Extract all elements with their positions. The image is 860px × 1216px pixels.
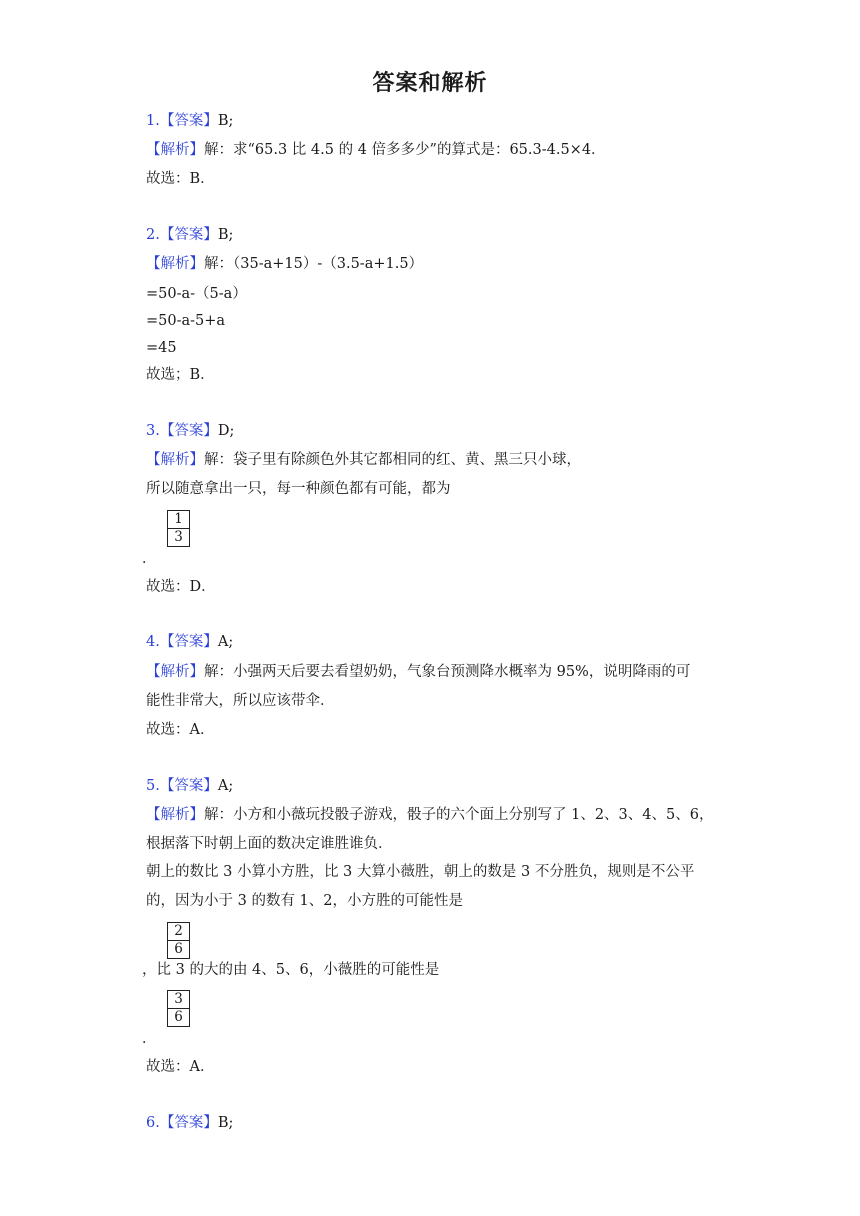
- q4-analysis-text-2: 能性非常大，所以应该带伞．: [146, 693, 335, 709]
- q2-conclusion: 故选；B．: [146, 367, 215, 383]
- analysis-label: 【解析】: [146, 142, 204, 158]
- fraction-numerator: 3: [168, 991, 189, 1009]
- q5-analysis-text-3: 朝上的数比 3 小算小方胜，比 3 大算小薇胜，朝上的数是 3 不分胜负，规则是不公平: [146, 864, 695, 880]
- q5-analysis-text-2: 根据落下时朝上面的数决定谁胜谁负．: [146, 836, 393, 852]
- fraction-numerator: 1: [168, 511, 189, 529]
- fraction-denominator: 6: [174, 941, 183, 957]
- q5-fraction-2: [167, 990, 190, 1027]
- analysis-label: 【解析】: [146, 452, 204, 468]
- fraction-denominator: 6: [174, 1009, 183, 1025]
- q1-number: 1.: [146, 113, 160, 129]
- q6-answer-line: [146, 1113, 233, 1133]
- q5-analysis-text: 解：小方和小薇玩投骰子游戏，骰子的六个面上分别写了 1、2、3、4、5、6，: [204, 807, 714, 823]
- q4-analysis-text: 解：小强两天后要去看望奶奶，气象台预测降水概率为 95%，说明降雨的可: [204, 664, 691, 680]
- q5-number: 5.: [146, 778, 160, 794]
- q5-analysis-text-5: ，比 3 的大的由 4、5、6，小薇胜的可能性是: [142, 962, 440, 978]
- q2-analysis-line: [146, 254, 423, 274]
- q3-number: 3.: [146, 423, 160, 439]
- answer-label: 【答案】: [159, 227, 218, 243]
- q1-conclusion: 故选：B．: [146, 171, 215, 187]
- q2-answer-line: [146, 225, 233, 245]
- q6-number: 6.: [146, 1115, 160, 1131]
- q1-analysis-text: 解：求“65.3 比 4.5 的 4 倍多多少”的算式是：65.3-4.5×4．: [204, 142, 606, 158]
- fraction-numerator: 2: [168, 923, 189, 941]
- answer-label: 【答案】: [159, 1115, 218, 1131]
- q4-analysis-line: [146, 662, 690, 682]
- q3-answer: D;: [217, 423, 235, 439]
- q2-number: 2.: [146, 227, 160, 243]
- page-title: 答案和解析: [372, 71, 488, 96]
- q4-answer-line: [146, 632, 233, 652]
- q5-analysis-line: [146, 805, 713, 825]
- q5-answer: A;: [217, 778, 234, 794]
- q4-conclusion: 故选：A．: [146, 722, 215, 738]
- q5-analysis-text-4: 的，因为小于 3 的数有 1、2，小方胜的可能性是: [146, 893, 464, 909]
- fraction-denominator: 3: [174, 529, 183, 545]
- q5-answer-line: [146, 776, 233, 796]
- q3-analysis-text-2: 所以随意拿出一只，每一种颜色都有可能，都为: [146, 481, 451, 497]
- q1-analysis-line: [146, 140, 606, 160]
- q2-step-2: =50-a-5+a: [146, 313, 226, 329]
- q4-number: 4.: [146, 634, 160, 650]
- q3-conclusion: 故选：D．: [146, 579, 216, 595]
- q2-step-1: =50-a-（5-a）: [146, 286, 247, 302]
- q4-answer: A;: [217, 634, 234, 650]
- analysis-label: 【解析】: [146, 807, 204, 823]
- q3-analysis-text: 解：袋子里有除颜色外其它都相同的红、黄、黑三只小球，: [204, 452, 581, 468]
- q5-fraction-1: [167, 922, 190, 959]
- q5-conclusion: 故选：A．: [146, 1059, 215, 1075]
- q3-period: ．: [142, 551, 157, 567]
- answer-label: 【答案】: [159, 778, 218, 794]
- answer-label: 【答案】: [159, 423, 218, 439]
- q2-step-3: =45: [146, 340, 177, 356]
- analysis-label: 【解析】: [146, 664, 204, 680]
- analysis-label: 【解析】: [146, 256, 204, 272]
- answer-label: 【答案】: [159, 113, 218, 129]
- q3-answer-line: [146, 421, 234, 441]
- answer-label: 【答案】: [159, 634, 218, 650]
- q3-analysis-line: [146, 450, 581, 470]
- q1-answer: B;: [217, 113, 234, 129]
- q2-answer: B;: [217, 227, 234, 243]
- q5-period: ．: [142, 1031, 157, 1047]
- q3-fraction: [167, 510, 190, 547]
- q2-analysis-text: 解：（35-a+15）-（3.5-a+1.5）: [204, 256, 424, 272]
- q6-answer: B;: [217, 1115, 234, 1131]
- q1-answer-line: [146, 111, 233, 131]
